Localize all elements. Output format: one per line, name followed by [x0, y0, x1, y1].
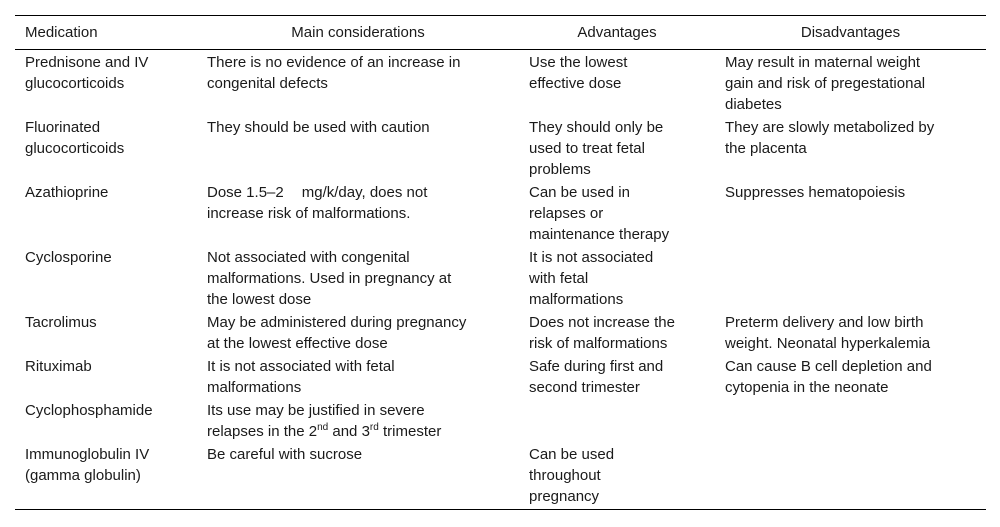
table-row: [15, 310, 986, 354]
table-header: [15, 16, 986, 50]
table-row: [15, 354, 986, 398]
table-row: [15, 180, 986, 245]
cell-disadvantages: Suppresses hematopoiesis: [725, 184, 906, 201]
cell-considerations: Its use may be justified in severe relapses in the 2nd and 3rd trimester: [207, 402, 442, 440]
cell-considerations: Dose 1.5–2 mg/k/day, does not increase risk of malformations.: [207, 184, 428, 222]
cell-medication: Immunoglobulin IV (gamma globulin): [25, 446, 150, 484]
header-main-considerations: Main considerations: [291, 24, 425, 41]
medication-table-container: [15, 15, 986, 510]
cell-disadvantages: [715, 245, 986, 310]
table-row: [15, 50, 986, 116]
cell-advantages: Can be used in relapses or maintenance therapy: [529, 184, 670, 243]
cell-disadvantages: [715, 398, 986, 442]
table-row: [15, 245, 986, 310]
cell-advantages: They should only be used to treat fetal problems: [529, 119, 664, 178]
table-row: [15, 442, 986, 510]
table-row: [15, 398, 986, 442]
cell-advantages: Safe during first and second trimester: [529, 358, 664, 396]
cell-medication: Cyclosporine: [25, 249, 112, 266]
cell-medication: Tacrolimus: [25, 314, 97, 331]
header-disadvantages: Disadvantages: [800, 24, 901, 41]
cell-disadvantages: They are slowly metabolized by the placenta: [725, 119, 935, 157]
table-body: [15, 50, 986, 510]
cell-medication: Rituximab: [25, 358, 92, 375]
header-advantages: Advantages: [577, 24, 657, 41]
header-medication: Medication: [25, 24, 98, 41]
cell-advantages: Does not increase the risk of malformations: [529, 314, 675, 352]
cell-disadvantages: Preterm delivery and low birth weight. Neonatal hyperkalemia: [725, 314, 931, 352]
cell-considerations: They should be used with caution: [207, 119, 430, 136]
cell-considerations: It is not associated with fetal malformations: [207, 358, 395, 396]
cell-advantages: [519, 398, 715, 442]
cell-advantages: Use the lowest effective dose: [529, 54, 628, 92]
table-row: [15, 115, 986, 180]
cell-medication: Prednisone and IV glucocorticoids: [25, 54, 149, 92]
cell-medication: Cyclophosphamide: [25, 402, 153, 419]
cell-considerations: There is no evidence of an increase in congenital defects: [207, 54, 461, 92]
cell-disadvantages: Can cause B cell depletion and cytopenia in the neonate: [725, 358, 932, 396]
medication-table: [15, 15, 986, 510]
cell-disadvantages: [715, 442, 986, 510]
cell-disadvantages: May result in maternal weight gain and risk of pregestational diabetes: [725, 54, 926, 113]
cell-considerations: May be administered during pregnancy at the lowest effective dose: [207, 314, 467, 352]
cell-advantages: It is not associated with fetal malformations: [529, 249, 654, 308]
cell-medication: Azathioprine: [25, 184, 109, 201]
cell-advantages: Can be used throughout pregnancy: [529, 446, 615, 505]
cell-medication: Fluorinated glucocorticoids: [25, 119, 125, 157]
cell-considerations: Not associated with congenital malformations. Used in pregnancy at the lowest dose: [207, 249, 452, 308]
cell-considerations: Be careful with sucrose: [207, 446, 363, 463]
header-row: [15, 16, 986, 50]
